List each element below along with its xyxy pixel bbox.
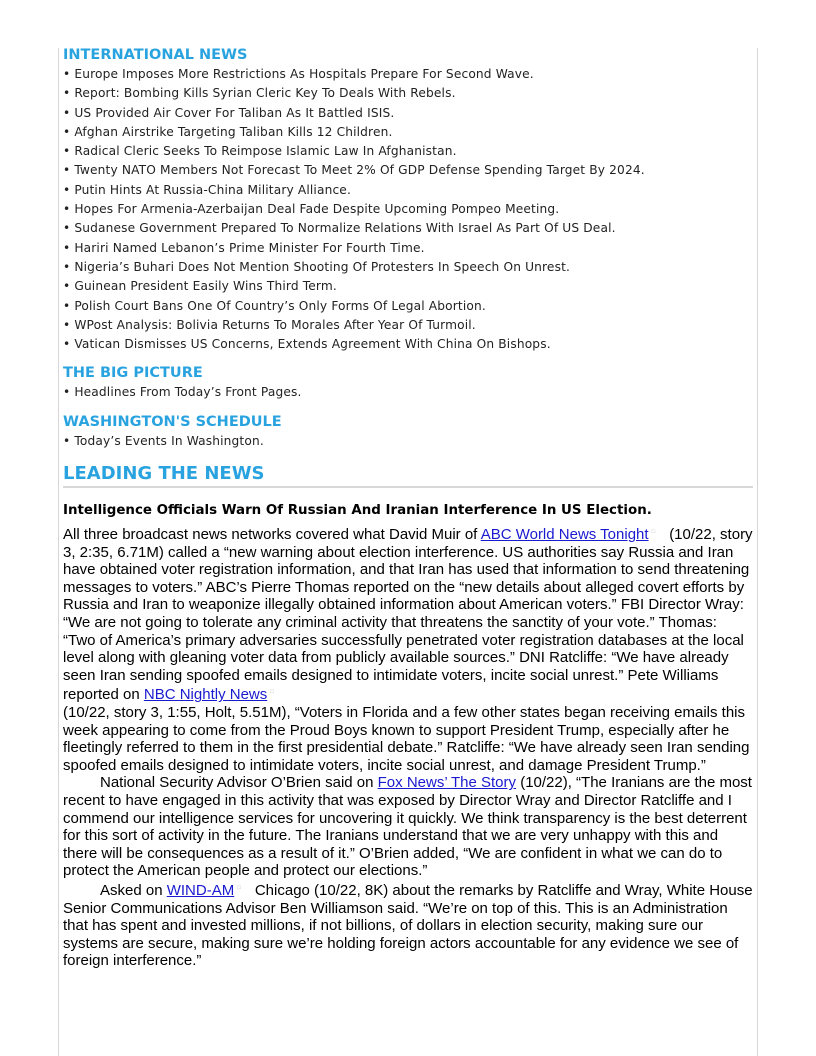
bullet-icon: • bbox=[63, 144, 71, 159]
headline-item[interactable]: • Radical Cleric Seeks To Reimpose Islamic Law In Afghanistan. bbox=[63, 144, 457, 159]
media-clip-icon: □ bbox=[651, 529, 656, 536]
story-paragraph: National Security Advisor O’Brien said on Fox News’ The Story (10/22), “The Iranians are the most recent to have engaged in this activity that was exposed by Director Wray and Director Ratcliffe and I commend our intelligence services for uncovering it quickly. We think transparency is the best deterrent for this sort of activity in the future. The Iranians understand that we are very unhappy with this and there will be consequences as a result of it.” O’Brien added, “We are confident in what we can do to protect the American people and protect our elections.” bbox=[63, 774, 752, 880]
bullet-icon: • bbox=[63, 86, 71, 101]
international-news-heading: INTERNATIONAL NEWS bbox=[63, 47, 248, 63]
media-clip-icon: □ bbox=[270, 689, 274, 696]
bullet-icon: • bbox=[63, 259, 71, 274]
headline-item[interactable]: • Today’s Events In Washington. bbox=[63, 433, 264, 448]
story-paragraph: All three broadcast news networks covered what David Muir of ABC World News Tonight □ (10/22, story 3, 2:35, 6.71M) called a “new warning about election interference. US authorities say Russia and Iran have obtained voter registration information, and that Iran has used that information to send threatening messages to voters.” ABC’s Pierre Thomas reported on the “new details about alleged covert efforts by Russia and Iran to weaponize illegally obtained information about American voters.” FBI Director Wray: “We are not going to tolerate any criminal activity that threatens the sanctity of your vote.” Thomas: “Two of America’s primary adversaries successfully penetrated voter registration databases at the local level along with gleaning voter data from publicly available sources.” DNI Ratcliffe: “We have already seen Iran sending spoofed emails designed to intimidate voters, incite social unrest.” Pete Williams reported on NBC Nightly News □ (10/22, story 3, 1:55, Holt, 5.51M), “Voters in Florida and a few other states began receiving emails this week appearing to come from the Proud Boys known to support President Trump, especially after he fleetingly referred to them in the first presidential debate.” Ratcliffe: “We have already seen Iran sending spoofed emails designed to intimidate voters, incite social unrest, and damage President Trump.” bbox=[63, 526, 753, 774]
bullet-icon: • bbox=[63, 105, 71, 120]
wind-am-link[interactable]: WIND-AM bbox=[166, 881, 235, 899]
bullet-icon: • bbox=[63, 337, 71, 352]
bullet-icon: • bbox=[63, 298, 71, 313]
headline-item[interactable]: • Nigeria’s Buhari Does Not Mention Shooting Of Protesters In Speech On Unrest. bbox=[63, 259, 571, 274]
headline-item[interactable]: • Sudanese Government Prepared To Normalize Relations With Israel As Part Of US Deal. bbox=[63, 221, 616, 236]
headline-item[interactable]: • Vatican Dismisses US Concerns, Extends Agreement With China On Bishops. bbox=[63, 337, 551, 352]
fox-news-the-story-link[interactable]: Fox News’ The Story bbox=[377, 774, 517, 792]
bullet-icon: • bbox=[63, 317, 71, 332]
washington-schedule-heading: WASHINGTON'S SCHEDULE bbox=[63, 413, 282, 430]
headline-item[interactable]: • Europe Imposes More Restrictions As Hospitals Prepare For Second Wave. bbox=[63, 67, 534, 81]
headline-item[interactable]: • Headlines From Today’s Front Pages. bbox=[63, 385, 302, 400]
bullet-icon: • bbox=[63, 221, 71, 236]
headline-item[interactable]: • US Provided Air Cover For Taliban As It Battled ISIS. bbox=[63, 105, 395, 120]
bullet-icon: • bbox=[63, 433, 71, 448]
headline-item[interactable]: • Putin Hints At Russia-China Military Alliance. bbox=[63, 182, 351, 197]
story-paragraph: Asked on WIND-AM □ Chicago (10/22, 8K) about the remarks by Ratcliffe and Wray, White House Senior Communications Advisor Ben Williamson said. “We’re on top of this. This is an Administration that has spent and invested millions, if not billions, of dollars in election security, making sure our systems are secure, making sure we’re holding foreign actors accountable for any evidence we see of foreign interference.” bbox=[63, 881, 753, 970]
washington-schedule-list bbox=[63, 432, 753, 451]
international-news-list bbox=[63, 65, 753, 354]
bullet-icon: • bbox=[63, 202, 71, 217]
bullet-icon: • bbox=[63, 182, 71, 197]
headline-item[interactable]: • Guinean President Easily Wins Third Term. bbox=[63, 279, 337, 294]
leading-the-news-heading: LEADING THE NEWS bbox=[63, 463, 753, 488]
story-title: Intelligence Officials Warn Of Russian And Iranian Interference In US Election. bbox=[63, 503, 652, 519]
headline-item[interactable]: • Report: Bombing Kills Syrian Cleric Key To Deals With Rebels. bbox=[63, 86, 456, 101]
headline-item[interactable]: • Afghan Airstrike Targeting Taliban Kills 12 Children. bbox=[63, 124, 393, 139]
newsletter-body bbox=[63, 46, 753, 970]
nbc-nightly-news-link[interactable]: NBC Nightly News bbox=[143, 686, 268, 704]
headline-item[interactable]: • Twenty NATO Members Not Forecast To Meet 2% Of GDP Defense Spending Target By 2024. bbox=[63, 163, 645, 178]
headline-item[interactable]: • Hariri Named Lebanon’s Prime Minister For Fourth Time. bbox=[63, 240, 425, 255]
media-clip-icon: □ bbox=[237, 884, 241, 891]
bullet-icon: • bbox=[63, 67, 71, 81]
bullet-icon: • bbox=[63, 385, 71, 400]
big-picture-heading: THE BIG PICTURE bbox=[63, 365, 203, 382]
bullet-icon: • bbox=[63, 240, 71, 255]
right-margin-rule bbox=[757, 48, 758, 1056]
bullet-icon: • bbox=[63, 124, 71, 139]
abc-world-news-link[interactable]: ABC World News Tonight bbox=[480, 526, 649, 544]
headline-item[interactable]: • WPost Analysis: Bolivia Returns To Morales After Year Of Turmoil. bbox=[63, 317, 476, 332]
bullet-icon: • bbox=[63, 163, 71, 178]
left-margin-rule bbox=[58, 48, 59, 1056]
headline-item[interactable]: • Hopes For Armenia-Azerbaijan Deal Fade Despite Upcoming Pompeo Meeting. bbox=[63, 202, 560, 217]
bullet-icon: • bbox=[63, 279, 71, 294]
big-picture-list bbox=[63, 383, 753, 402]
headline-item[interactable]: • Polish Court Bans One Of Country’s Only Forms Of Legal Abortion. bbox=[63, 298, 486, 313]
